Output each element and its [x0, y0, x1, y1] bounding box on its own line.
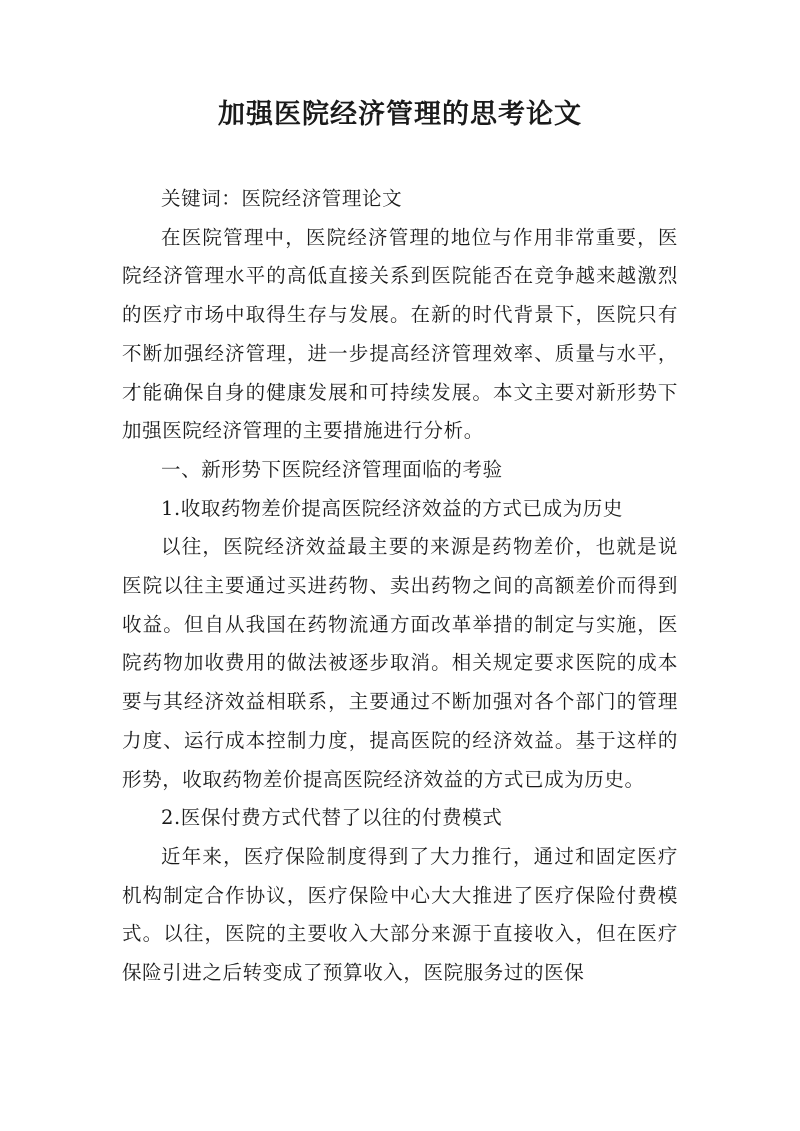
body-paragraph: 在医院管理中，医院经济管理的地位与作用非常重要，医院经济管理水平的高低直接关系到医院能否在竞争越来越激烈的医疗市场中取得生存与发展。在新的时代背景下，医院只有不断加强经济管理，进一步提高经济管理效率、质量与水平，才能确保自身的健康发展和可持续发展。本文主要对新形势下加强医院经济管理的主要措施进行分析。 — [122, 225, 678, 443]
body-paragraph: 以往，医院经济效益最主要的来源是药物差价，也就是说医院以往主要通过买进药物、卖出药物之间的高额差价而得到收益。但自从我国在药物流通方面改革举措的制定与实施，医院药物加收费用的做法被逐步取消。相关规定要求医院的成本要与其经济效益相联系，主要通过不断加强对各个部门的管理力度、运行成本控制力度，提高医院的经济效益。基于这样的形势，收取药物差价提高医院经济效益的方式已成为历史。 — [122, 535, 678, 791]
document-body — [122, 180, 678, 993]
keywords-line: 关键词：医院经济管理论文 — [161, 187, 403, 210]
section-heading: 一、新形势下医院经济管理面临的考验 — [161, 457, 503, 481]
document-title: 加强医院经济管理的思考论文 — [218, 99, 582, 130]
body-paragraph: 近年来，医疗保险制度得到了大力推行，通过和固定医疗机构制定合作协议，医疗保险中心大大推进了医疗保险付费模式。以往，医院的主要收入大部分来源于直接收入，但在医疗保险引进之后转变成了预算收入，医院服务过的医保 — [122, 844, 678, 985]
subsection-heading: 2.医保付费方式代替了以往的付费模式 — [161, 806, 503, 830]
subsection-heading: 1.收取药物差价提高医院经济效益的方式已成为历史 — [161, 496, 624, 520]
